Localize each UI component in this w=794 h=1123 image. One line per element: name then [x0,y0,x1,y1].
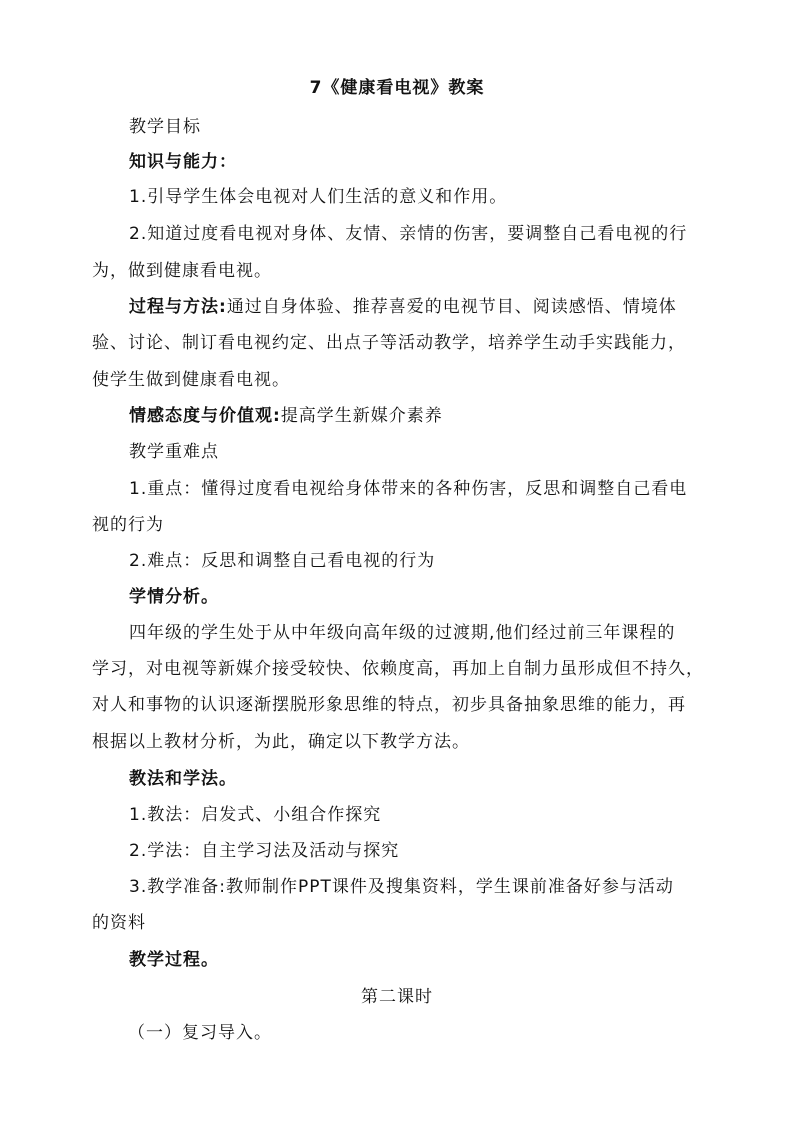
knowledge-item-2-line-2: 为，做到健康看电视。 [92,261,272,281]
emotion-label: 情感态度与价值观: [129,406,281,426]
methods-item-3-line-1: 3.教学准备:教师制作PPT课件及搜集资料，学生课前准备好参与活动 [129,877,674,897]
key-point-line-2: 视的行为 [92,515,164,535]
analysis-line-3: 对人和事物的认识逐渐摆脱形象思维的特点，初步具备抽象思维的能力，再 [92,695,686,715]
lesson-label: 第二课时 [361,987,433,1007]
section-1-heading: （一）复习导入。 [128,1023,272,1043]
analysis-heading: 学情分析。 [129,587,219,607]
emotion-text: 提高学生新媒介素养 [280,406,443,426]
process-paragraph-line-2: 验、讨论、制订看电视约定、出点子等活动教学，培养学生动手实践能力， [92,333,686,353]
process-label: 过程与方法: [129,297,227,317]
methods-item-2: 2.学法：自主学习法及活动与探究 [129,841,400,861]
methods-item-1: 1.教法：启发式、小组合作探究 [129,805,382,825]
process-text-1: 通过自身体验、推荐喜爱的电视节目、阅读感悟、情境体 [226,297,677,317]
process-paragraph-line-1 [129,297,749,317]
analysis-line-2: 学习，对电视等新媒介接受较快、依赖度高，再加上自制力虽形成但不持久， [92,659,704,679]
methods-item-3-line-2: 的资料 [92,913,146,933]
key-point-line-1: 1.重点：懂得过度看电视给身体带来的各种伤害，反思和调整自己看电 [129,479,688,499]
objectives-heading: 教学目标 [129,117,201,137]
knowledge-label: 知识与能力： [129,152,237,172]
knowledge-item-2-line-1: 2.知道过度看电视对身体、友情、亲情的伤害，要调整自己看电视的行 [129,224,688,244]
methods-heading: 教法和学法。 [129,769,237,789]
difficulty-heading: 教学重难点 [129,442,219,462]
page-title: 7《健康看电视》教案 [309,78,485,98]
analysis-line-1: 四年级的学生处于从中年级向高年级的过渡期,他们经过前三年课程的 [129,623,676,643]
teaching-process-heading: 教学过程。 [129,950,219,970]
process-paragraph-line-3: 使学生做到健康看电视。 [92,370,290,390]
hard-point: 2.难点：反思和调整自己看电视的行为 [129,551,436,571]
knowledge-item-1: 1.引导学生体会电视对人们生活的意义和作用。 [129,187,508,207]
analysis-line-4: 根据以上教材分析，为此，确定以下教学方法。 [92,732,470,752]
emotion-paragraph [129,406,749,426]
